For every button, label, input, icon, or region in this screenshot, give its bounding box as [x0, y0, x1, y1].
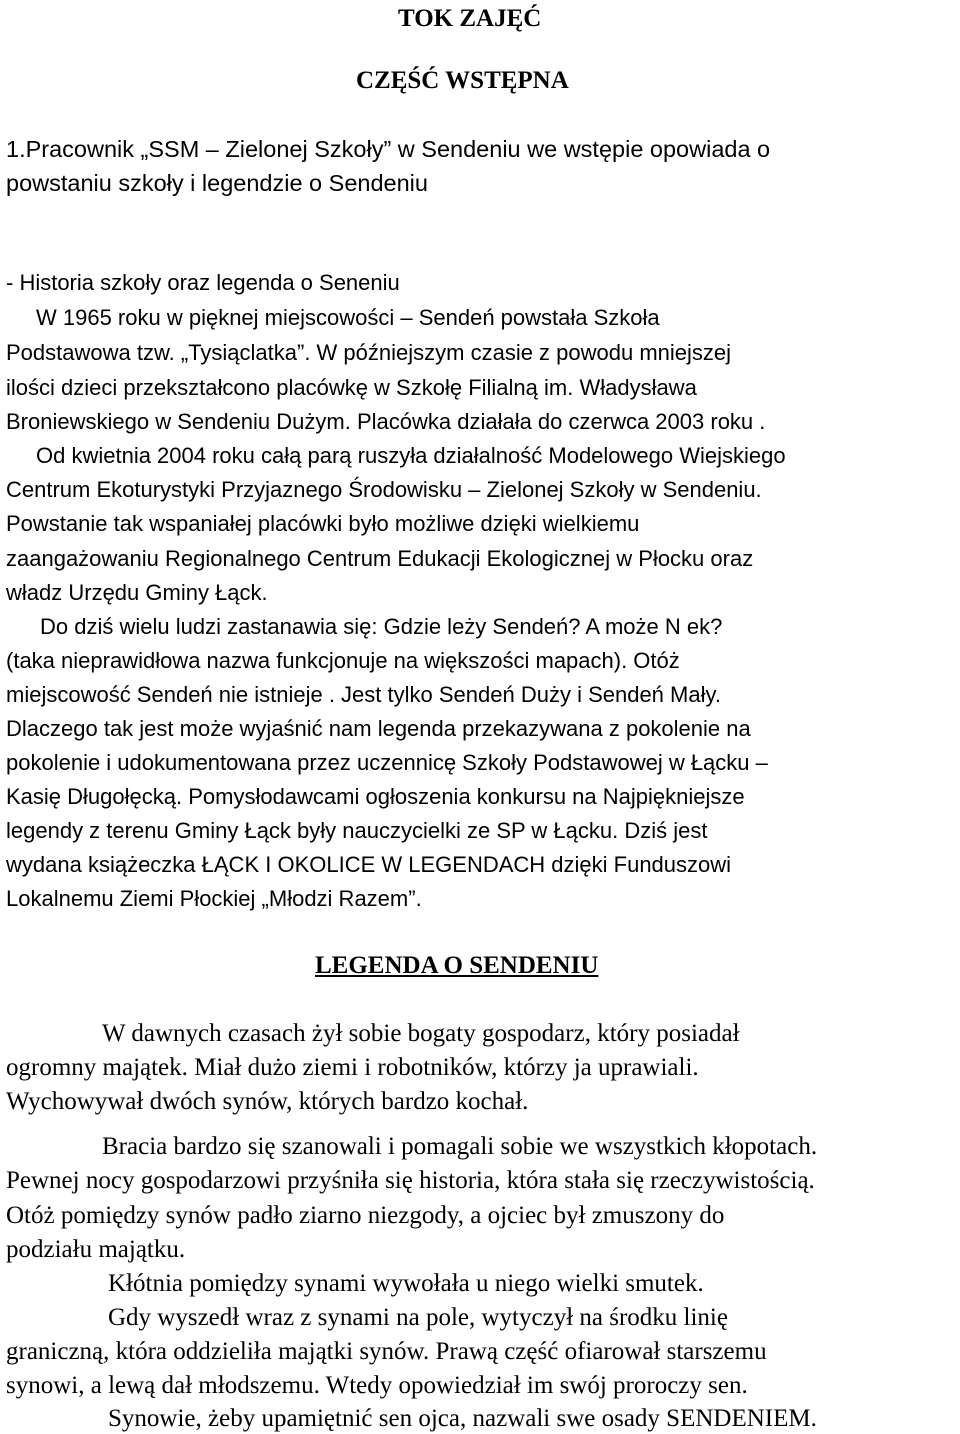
history-line: Podstawowa tzw. „Tysiąclatka”. W późniejszym czasie z powodu mniejszej: [6, 340, 732, 365]
history-heading: - Historia szkoły oraz legenda o Seneniu: [6, 270, 400, 295]
history-line: (taka nieprawidłowa nazwa funkcjonuje na większości mapach). Otóż: [6, 648, 680, 673]
legend-line: Gdy wyszedł wraz z synami na pole, wytyczył na środku linię: [108, 1304, 728, 1331]
legend-line: synowi, a lewą dał młodszemu. Wtedy opowiedział im swój proroczy sen.: [6, 1372, 748, 1399]
legend-title: LEGENDA O SENDENIU: [315, 952, 599, 979]
intro-line-1: 1.Pracownik „SSM – Zielonej Szkoły” w Sendeniu we wstępie opowiada o: [6, 136, 771, 162]
history-line: wydana książeczka ŁĄCK I OKOLICE W LEGENDACH dzięki Funduszowi: [6, 852, 732, 877]
section-heading: CZĘŚĆ WSTĘPNA: [356, 67, 569, 94]
history-line: pokolenie i udokumentowana przez uczennicę Szkoły Podstawowej w Łącku –: [6, 750, 768, 775]
history-line: Centrum Ekoturystyki Przyjaznego Środowisku – Zielonej Szkoły w Sendeniu.: [6, 477, 762, 502]
history-line: Lokalnemu Ziemi Płockiej „Młodzi Razem”.: [6, 886, 422, 911]
history-line: Dlaczego tak jest może wyjaśnić nam legenda przekazywana z pokolenie na: [6, 716, 751, 741]
legend-line: Otóż pomiędzy synów padło ziarno niezgody, a ojciec był zmuszony do: [6, 1202, 725, 1229]
history-line: zaangażowaniu Regionalnego Centrum Edukacji Ekologicznej w Płocku oraz: [6, 546, 754, 571]
legend-line: Synowie, żeby upamiętnić sen ojca, nazwali swe osady SENDENIEM.: [108, 1405, 817, 1432]
history-line: W 1965 roku w pięknej miejscowości – Sendeń powstała Szkoła: [36, 305, 660, 330]
history-line: Do dziś wielu ludzi zastanawia się: Gdzie leży Sendeń? A może N ek?: [40, 614, 723, 639]
legend-line: Pewnej nocy gospodarzowi przyśniła się historia, która stała się rzeczywistością.: [6, 1167, 815, 1194]
legend-line: Bracia bardzo się szanowali i pomagali sobie we wszystkich kłopotach.: [102, 1133, 818, 1160]
history-line: Powstanie tak wspaniałej placówki było możliwe dzięki wielkiemu: [6, 511, 640, 536]
intro-line-2: powstaniu szkoły i legendzie o Sendeniu: [6, 170, 428, 196]
legend-line: graniczną, która oddzieliła majątki synów. Prawą część ofiarował starszemu: [6, 1338, 767, 1365]
page-title: TOK ZAJĘĆ: [398, 5, 542, 32]
legend-line: W dawnych czasach żył sobie bogaty gospodarz, który posiadał: [102, 1020, 740, 1047]
history-line: ilości dzieci przekształcono placówkę w Szkołę Filialną im. Władysława: [6, 375, 697, 400]
legend-line: podziału majątku.: [6, 1236, 186, 1263]
legend-line: Kłótnia pomiędzy synami wywołała u niego wielki smutek.: [108, 1270, 704, 1297]
history-line: legendy z terenu Gminy Łąck były nauczycielki ze SP w Łącku. Dziś jest: [6, 818, 708, 843]
history-line: Kasię Długołęcką. Pomysłodawcami ogłoszenia konkursu na Najpiękniejsze: [6, 784, 745, 809]
history-line: władz Urzędu Gminy Łąck.: [6, 580, 268, 605]
history-line: miejscowość Sendeń nie istnieje . Jest tylko Sendeń Duży i Sendeń Mały.: [6, 682, 721, 707]
legend-line: Wychowywał dwóch synów, których bardzo kochał.: [6, 1088, 529, 1115]
legend-line: ogromny majątek. Miał dużo ziemi i robotników, którzy ja uprawiali.: [6, 1054, 699, 1081]
history-line: Broniewskiego w Sendeniu Dużym. Placówka działała do czerwca 2003 roku .: [6, 409, 766, 434]
history-line: Od kwietnia 2004 roku całą parą ruszyła działalność Modelowego Wiejskiego: [36, 443, 786, 468]
